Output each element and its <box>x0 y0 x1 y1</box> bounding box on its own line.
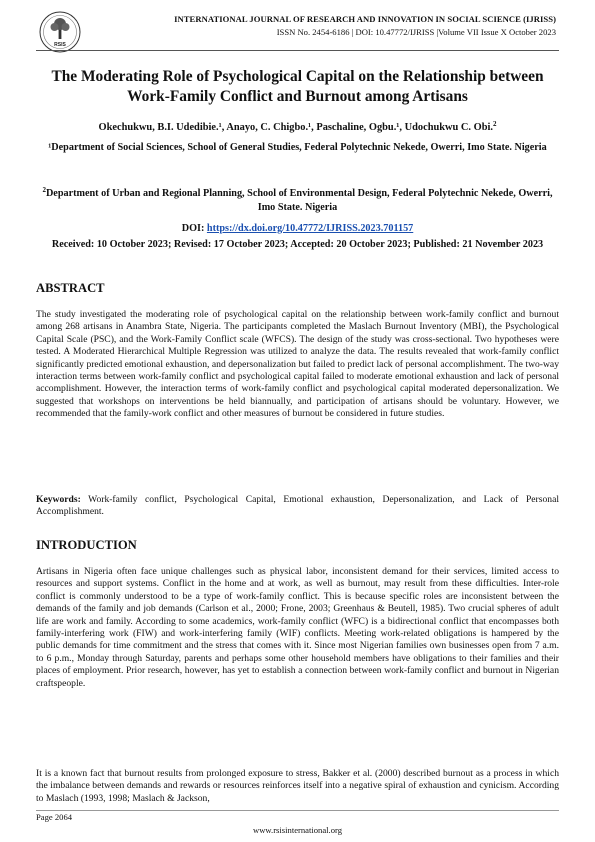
page-number: Page 2064 <box>36 812 73 822</box>
publication-dates: Received: 10 October 2023; Revised: 17 October 2023; Accepted: 20 October 2023; Published: 21 November 2023 <box>51 239 544 250</box>
journal-name: INTERNATIONAL JOURNAL OF RESEARCH AND INNOVATION IN SOCIAL SCIENCE (IJRISS) <box>174 14 556 24</box>
paper-title: The Moderating Role of Psychological Capital on the Relationship between Work-Family Conflict and Burnout among Artisans <box>51 68 544 105</box>
affiliation-2-text: Department of Urban and Regional Planning, School of Environmental Design, Federal Polytechnic Nekede, Owerri, Imo State. Nigeria <box>45 188 553 213</box>
introduction-heading: INTRODUCTION <box>36 538 137 552</box>
abstract-heading: ABSTRACT <box>36 281 105 295</box>
affiliation-2-mark: 2 <box>42 186 46 194</box>
doi-label: DOI: <box>181 223 207 234</box>
doi-link[interactable]: https://dx.doi.org/10.47772/IJRISS.2023.701157 <box>206 223 414 234</box>
author-affiliation-mark: 2 <box>492 120 497 128</box>
affiliation-2 <box>36 183 559 215</box>
keywords-text: Work-family conflict, Psychological Capital, Emotional exhaustion, Depersonalization, and Lack of Personal Accomplishment. <box>36 494 559 518</box>
header-divider <box>36 50 559 51</box>
introduction-paragraph-1: Artisans in Nigeria often face unique challenges such as physical labor, inconsistent demand for their services, limited access to resources and support systems. Conflict in the home and at work, as well as burnout, may result from these difficulties. Inter-role conflict is commonly understood to be a type of work-family conflict. This is because specific roles are inconsistent between the demands of the family and job demands (Carlson et al., 2000; Frone, 2003; Greenhaus & Beutell, 1985). Two crucial spheres of adult life are work and family. According to some academics, work-family conflict (WFC) is a bidirectional conflict that encompasses both family-interfering work (FIW) and work-interfering family (WIF) conflicts. Meeting work-related obligations is hampered by the public demands for time commitment and the stress that comes with it. Since most Nigerian families own businesses open from 7 a.m. to 6 p.m., Monday through Saturday, parents and perhaps some other household members have obligations to their families and their places of employment. Prior research, however, has yet to establish a connection between work-family conflict and burnout in Nigerian craftspeople. <box>36 566 559 689</box>
author-list <box>30 120 565 133</box>
keywords <box>36 494 559 519</box>
author-names: Okechukwu, B.I. Udedibie.¹, Anayo, C. Chigbo.¹, Paschaline, Ogbu.¹, Udochukwu C. Obi. <box>98 122 493 133</box>
doi-line <box>30 223 565 234</box>
journal-meta: ISSN No. 2454-6186 | DOI: 10.47772/IJRISS |Volume VII Issue X October 2023 <box>276 27 556 37</box>
abstract-body: The study investigated the moderating role of psychological capital on the relationship between work-family conflict and burnout among 268 artisans in Anambra State, Nigeria. The participants completed the Maslach Burnout Inventory (MBI), the Psychological Capital Scale (PSC), and the Work-Family Conflict scale (WFCS). The design of the study was cross-sectional. Two hypotheses were tested. A Moderated Hierarchical Multiple Regression was utilized to analyze the data. The results revealed that work-family conflict significantly predicted emotional exhaustion, and depersonalization but failed to predict lack of personal accomplishment. The two-way interaction terms between work-family conflict and psychological capital failed to moderate emotional exhaustion and lack of personal accomplishment. However, the interaction terms of work-family conflict and psychological capital moderated depersonalization. We suggested that workshops on interventions be held biannually, and participation of artisans should be voluntary. However, we recommended that the family-work conflict and other measures of burnout be considered in future studies. <box>36 309 559 420</box>
keywords-label: Keywords: <box>36 494 81 505</box>
introduction-paragraph-2: It is a known fact that burnout results from prolonged exposure to stress, Bakker et al. (2000) described burnout as a process in which the imbalance between demands and rewards or resources reinforces itself into a negative spiral of exhaustion and cynicism. According to Maslach (1993, 1998; Maslach & Jackson, <box>36 768 559 804</box>
footer-divider <box>36 810 559 811</box>
logo-text: RSIS <box>54 42 66 48</box>
journal-logo <box>38 10 82 54</box>
footer-website: www.rsisinternational.org <box>252 825 343 835</box>
affiliation-1: ¹Department of Social Sciences, School of General Studies, Federal Polytechnic Nekede, Owerri, Imo State. Nigeria <box>48 142 547 153</box>
